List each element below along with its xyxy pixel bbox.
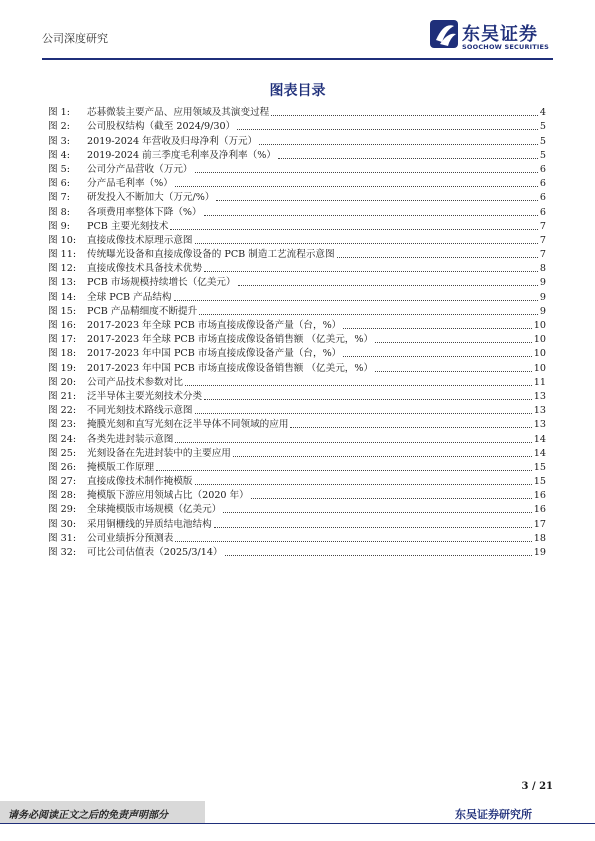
footer-divider <box>0 823 595 824</box>
toc-figure-number: 图 11: <box>48 249 77 261</box>
toc-page-number: 6 <box>539 206 546 218</box>
toc-page-number: 9 <box>539 291 546 303</box>
toc-figure-title: 掩模版下游应用领域占比（2020 年） <box>87 490 249 502</box>
toc-page-number: 5 <box>539 149 546 161</box>
toc-figure-title: 掩膜光刻和直写光刻在泛半导体不同领域的应用 <box>87 419 289 431</box>
toc-leader-dots <box>233 456 532 457</box>
toc-entry[interactable] <box>48 203 546 217</box>
toc-page-number: 14 <box>533 447 546 459</box>
toc-page-number: 8 <box>539 263 546 275</box>
toc-figure-title: 公司股权结构（截至 2024/9/30） <box>87 121 236 133</box>
toc-figure-number: 图 23: <box>48 419 77 431</box>
toc-entry[interactable] <box>48 359 546 373</box>
toc-leader-dots <box>216 200 537 201</box>
toc-leader-dots <box>204 271 538 272</box>
toc-figure-number: 图 26: <box>48 461 77 473</box>
toc-figure-title: 2017-2023 年全球 PCB 市场直接成像设备销售额 （亿美元，%） <box>87 334 374 346</box>
toc-figure-number: 图 8: <box>48 206 70 218</box>
toc-leader-dots <box>156 470 532 471</box>
toc-figure-title: 2017-2023 年全球 PCB 市场直接成像设备产量（台，%） <box>87 320 342 331</box>
toc-entry[interactable] <box>48 487 546 501</box>
toc-leader-dots <box>259 144 538 145</box>
toc-entry[interactable] <box>48 345 546 359</box>
toc-figure-number: 图 29: <box>48 504 77 516</box>
toc-figure-number: 图 25: <box>48 447 77 459</box>
toc-figure-number: 图 9: <box>48 220 70 232</box>
toc-leader-dots <box>225 555 532 556</box>
toc-figure-number: 图 22: <box>48 405 77 417</box>
toc-figure-title: 分产品毛利率（%） <box>87 178 173 190</box>
toc-figure-title: 光刻设备在先进封装中的主要应用 <box>87 447 231 459</box>
firm-name: 东吴证券研究所 <box>455 808 532 821</box>
toc-figure-number: 图 19: <box>48 362 77 374</box>
toc-figure-title: 全球掩模版市场规模（亿美元） <box>87 504 222 516</box>
toc-leader-dots <box>290 427 531 428</box>
toc-entry[interactable] <box>48 374 546 388</box>
toc-entry[interactable] <box>48 459 546 473</box>
toc-figure-number: 图 18: <box>48 348 77 360</box>
toc-leader-dots <box>223 512 531 513</box>
toc-figure-number: 图 12: <box>48 263 77 275</box>
toc-figure-title: 芯碁微装主要产品、应用领域及其演变过程 <box>87 107 270 119</box>
toc-figure-number: 图 3: <box>48 135 70 147</box>
toc-figure-title: 采用铜栅线的异质结电池结构 <box>87 518 212 530</box>
toc-figure-title: 全球 PCB 产品结构 <box>87 291 172 303</box>
toc-figure-title: 直接成像技术原理示意图 <box>87 234 193 246</box>
toc-leader-dots <box>174 300 538 301</box>
toc-entry[interactable] <box>48 274 546 288</box>
toc-page-number: 17 <box>533 518 546 530</box>
toc-page-number: 6 <box>539 192 546 204</box>
toc-figure-title: 传统曝光设备和直接成像设备的 PCB 制造工艺流程示意图 <box>87 249 335 261</box>
toc-entry[interactable] <box>48 515 546 529</box>
toc-entry[interactable] <box>48 246 546 260</box>
toc-figure-title: 公司分产品营收（万元） <box>87 163 193 175</box>
toc-figure-number: 图 7: <box>48 192 70 204</box>
toc-leader-dots <box>271 115 538 116</box>
toc-entry[interactable] <box>48 118 546 132</box>
toc-figure-number: 图 31: <box>48 532 77 544</box>
toc-leader-dots <box>237 129 538 130</box>
toc-figure-number: 图 10: <box>48 234 77 246</box>
toc-leader-dots <box>175 442 531 443</box>
toc-page-number: 13 <box>533 405 546 417</box>
toc-figure-number: 图 6: <box>48 178 70 190</box>
toc-leader-dots <box>214 527 532 528</box>
toc-leader-dots <box>195 172 538 173</box>
toc-figure-number: 图 14: <box>48 291 77 303</box>
toc-figure-title: 公司业绩拆分预测表 <box>87 532 174 544</box>
toc-entry[interactable] <box>48 104 546 118</box>
toc-entry[interactable] <box>48 445 546 459</box>
toc-page-number: 11 <box>533 376 546 388</box>
toc-page-number: 16 <box>533 504 546 516</box>
toc-page-number: 5 <box>539 121 546 133</box>
toc-entry[interactable] <box>48 232 546 246</box>
toc-page-number: 15 <box>533 476 546 488</box>
toc-figure-title: 2017-2023 年中国 PCB 市场直接成像设备产量（台，%） <box>87 348 342 360</box>
toc-figure-title: 各项费用率整体下降（%） <box>87 206 202 218</box>
toc-page-number: 18 <box>533 532 546 544</box>
toc-figure-number: 图 1: <box>48 107 70 119</box>
toc-leader-dots <box>199 314 538 315</box>
page-number: 3 / 21 <box>521 781 553 792</box>
toc-page-number: 13 <box>533 390 546 402</box>
toc-page-number: 5 <box>539 135 546 147</box>
toc-leader-dots <box>185 385 532 386</box>
toc-figure-title: 2017-2023 年中国 PCB 市场直接成像设备销售额 （亿美元，%） <box>87 362 374 374</box>
toc-entry[interactable] <box>48 530 546 544</box>
toc-page-number: 6 <box>539 178 546 190</box>
toc-page-number: 19 <box>533 547 546 558</box>
toc-page-number: 9 <box>539 305 546 317</box>
toc-page-number: 9 <box>539 277 546 289</box>
toc-entry[interactable] <box>48 147 546 161</box>
toc-entry[interactable] <box>48 288 546 302</box>
toc-figure-title: 2019-2024 年营收及归母净利（万元） <box>87 135 258 147</box>
toc-figure-title: 研发投入不断加大（万元/%） <box>87 192 215 204</box>
header-divider <box>42 58 553 60</box>
toc-figure-number: 图 13: <box>48 277 77 289</box>
toc-figure-number: 图 32: <box>48 547 77 558</box>
toc-figure-number: 图 2: <box>48 121 70 133</box>
toc-entry[interactable] <box>48 303 546 317</box>
toc-entry[interactable] <box>48 473 546 487</box>
toc-entry[interactable] <box>48 189 546 203</box>
toc-entry[interactable] <box>48 260 546 274</box>
toc-figure-title: 可比公司估值表（2025/3/14） <box>87 547 223 558</box>
toc-entry[interactable] <box>48 175 546 189</box>
toc-entry[interactable] <box>48 317 546 331</box>
toc-figure-title: 泛半导体主要光刻技术分类 <box>87 390 203 402</box>
toc-leader-dots <box>375 371 532 372</box>
toc-leader-dots <box>175 186 538 187</box>
toc-leader-dots <box>195 484 532 485</box>
toc-figure-title: 2019-2024 前三季度毛利率及净利率（%） <box>87 149 276 161</box>
toc-leader-dots <box>278 158 538 159</box>
toc-figure-title: 各类先进封装示意图 <box>87 433 174 445</box>
toc-entry[interactable] <box>48 331 546 345</box>
toc-figure-number: 图 27: <box>48 476 77 488</box>
toc-figure-number: 图 16: <box>48 320 77 331</box>
toc-figure-number: 图 20: <box>48 376 77 388</box>
toc-leader-dots <box>238 285 538 286</box>
disclaimer-note: 请务必阅读正文之后的免责声明部分 <box>8 810 168 821</box>
toc-leader-dots <box>375 342 532 343</box>
toc-page-number: 7 <box>539 249 546 261</box>
toc-figure-number: 图 21: <box>48 390 77 402</box>
toc-entry[interactable] <box>48 132 546 146</box>
toc-page-number: 10 <box>533 362 546 374</box>
toc-page-number: 16 <box>533 490 546 502</box>
toc-entry[interactable] <box>48 544 546 558</box>
toc-figure-title: 不同光刻技术路线示意图 <box>87 405 193 417</box>
toc-figure-title: PCB 市场规模持续增长（亿美元） <box>87 277 236 289</box>
toc-entry[interactable] <box>48 430 546 444</box>
toc-page-number: 14 <box>533 433 546 445</box>
toc-page-number: 15 <box>533 461 546 473</box>
toc-leader-dots <box>204 399 532 400</box>
toc-leader-dots <box>195 243 538 244</box>
toc-figure-number: 图 4: <box>48 149 70 161</box>
toc-figure-number: 图 24: <box>48 433 77 445</box>
toc-leader-dots <box>337 257 538 258</box>
toc-entry[interactable] <box>48 416 546 430</box>
toc-leader-dots <box>204 215 538 216</box>
toc-page-number: 7 <box>539 220 546 232</box>
toc-page-number: 7 <box>539 234 546 246</box>
toc-leader-dots <box>343 356 532 357</box>
toc-page-number: 10 <box>533 320 546 331</box>
toc-leader-dots <box>170 229 537 230</box>
toc-figure-number: 图 30: <box>48 518 77 530</box>
toc-figure-number: 图 17: <box>48 334 77 346</box>
toc-entry[interactable] <box>48 161 546 175</box>
toc-figure-title: 直接成像技术制作掩模版 <box>87 476 193 488</box>
logo-subtitle: SOOCHOW SECURITIES <box>462 43 550 51</box>
toc-figure-number: 图 28: <box>48 490 77 502</box>
page-title: 图表目录 <box>269 83 326 99</box>
toc-page-number: 10 <box>533 334 546 346</box>
toc-figure-title: 公司产品技术参数对比 <box>87 376 183 388</box>
toc-leader-dots <box>251 498 532 499</box>
toc-entry[interactable] <box>48 501 546 515</box>
toc-entry[interactable] <box>48 388 546 402</box>
toc-page-number: 10 <box>533 348 546 360</box>
toc-entry[interactable] <box>48 402 546 416</box>
toc-figure-number: 图 5: <box>48 163 70 175</box>
toc-page-number: 13 <box>533 419 546 431</box>
toc-page-number: 6 <box>539 163 546 175</box>
toc-figure-title: 掩模版工作原理 <box>87 461 155 473</box>
toc-figure-number: 图 15: <box>48 305 77 317</box>
toc-leader-dots <box>175 541 531 542</box>
toc-figure-title: PCB 主要光刻技术 <box>87 220 169 232</box>
toc-entry[interactable] <box>48 218 546 232</box>
header-section-label: 公司深度研究 <box>42 32 108 45</box>
toc-leader-dots <box>195 413 532 414</box>
toc-figure-title: 直接成像技术具备技术优势 <box>87 263 203 275</box>
toc-figure-title: PCB 产品精细度不断提升 <box>87 305 198 317</box>
figure-toc-list <box>48 104 546 558</box>
toc-leader-dots <box>343 328 532 329</box>
toc-page-number: 4 <box>539 107 546 119</box>
logo-name: 东吴证券 <box>462 24 538 45</box>
